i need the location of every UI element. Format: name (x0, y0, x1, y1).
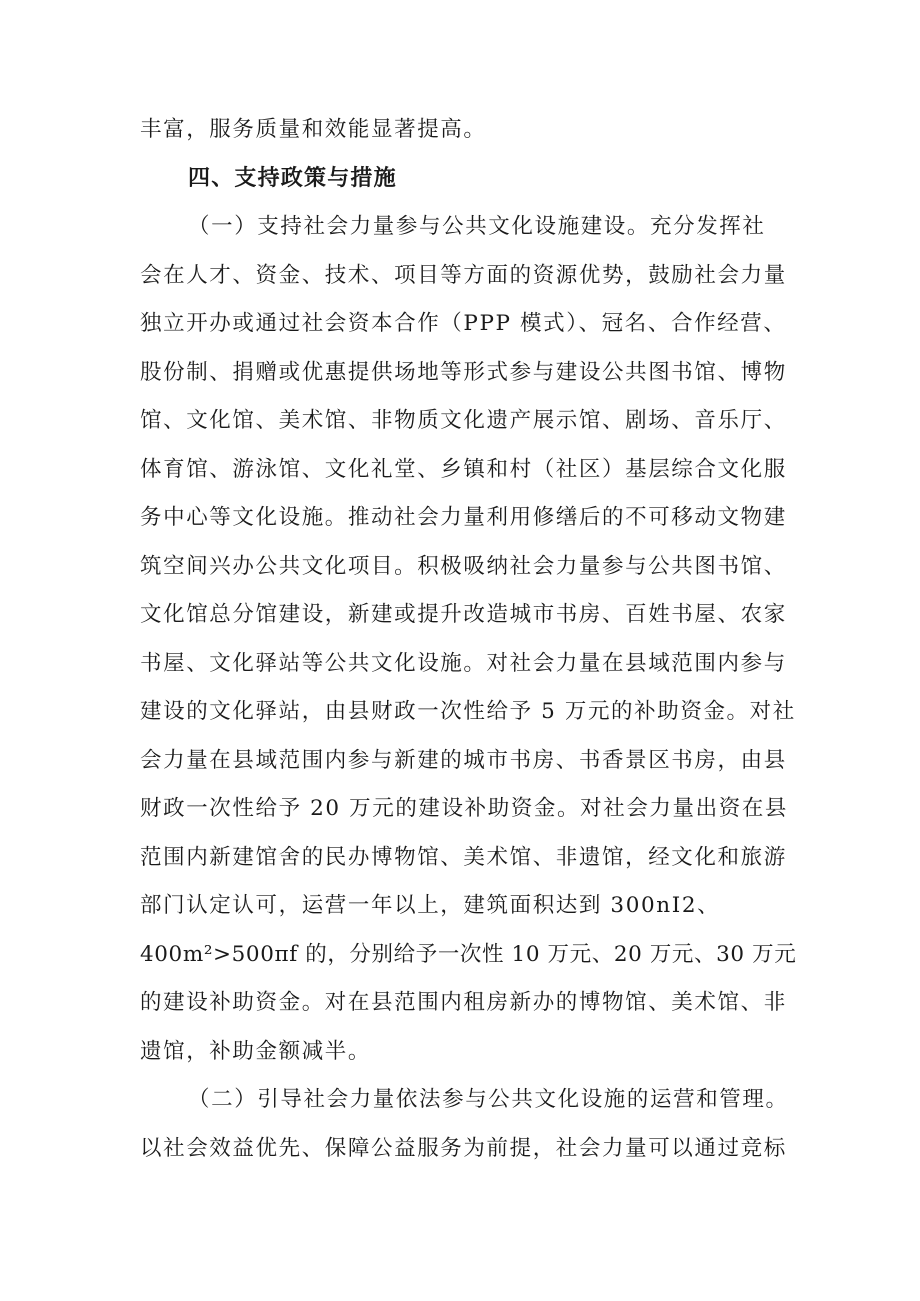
paragraph-line: 财政一次性给予 20 万元的建设补助资金。对社会力量出资在县 (140, 796, 789, 821)
paragraph-line: 股份制、捐赠或优惠提供场地等形式参与建设公共图书馆、博物 (140, 360, 787, 385)
paragraph-line: 务中心等文化设施。推动社会力量利用修缮后的不可移动文物建 (140, 505, 787, 530)
paragraph-line: 会在人才、资金、技术、项目等方面的资源优势，鼓励社会力量 (140, 263, 787, 288)
paragraph-line: （一）支持社会力量参与公共文化设施建设。充分发挥社 (188, 214, 766, 239)
paragraph-line: 丰富，服务质量和效能显著提高。 (140, 117, 487, 142)
paragraph-line: 以社会效益优先、保障公益服务为前提，社会力量可以通过竞标 (140, 1136, 787, 1161)
paragraph-line: 馆、文化馆、美术馆、非物质文化遗产展示馆、剧场、音乐厅、 (140, 408, 787, 433)
paragraph-line: 筑空间兴办公共文化项目。积极吸纳社会力量参与公共图书馆、 (140, 554, 787, 579)
paragraph-line: 会力量在县域范围内参与新建的城市书房、书香景区书房，由县 (140, 748, 787, 773)
paragraph-line: 部门认定认可，运营一年以上，建筑面积达到 300nI2、 (140, 893, 721, 918)
paragraph-line: 400m²>500πf 的，分别给予一次性 10 万元、20 万元、30 万元 (140, 942, 797, 967)
paragraph-line: 独立开办或通过社会资本合作（PPP 模式）、冠名、合作经营、 (140, 311, 787, 336)
paragraph-line: 的建设补助资金。对在县范围内租房新办的博物馆、美术馆、非 (140, 990, 787, 1015)
paragraph-line: 建设的文化驿站，由县财政一次性给予 5 万元的补助资金。对社 (140, 699, 796, 724)
paragraph-line: 文化馆总分馆建设，新建或提升改造城市书房、百姓书屋、农家 (140, 602, 787, 627)
paragraph-line: 范围内新建馆舍的民办博物馆、美术馆、非遗馆，经文化和旅游 (140, 845, 787, 870)
paragraph-line: 书屋、文化驿站等公共文化设施。对社会力量在县域范围内参与 (140, 651, 787, 676)
paragraph-line: 体育馆、游泳馆、文化礼堂、乡镇和村（社区）基层综合文化服 (140, 457, 787, 482)
section-heading: 四、支持政策与措施 (188, 166, 397, 191)
paragraph-line: （二）引导社会力量依法参与公共文化设施的运营和管理。 (188, 1087, 789, 1112)
paragraph-line: 遗馆，补助金额减半。 (140, 1039, 372, 1064)
